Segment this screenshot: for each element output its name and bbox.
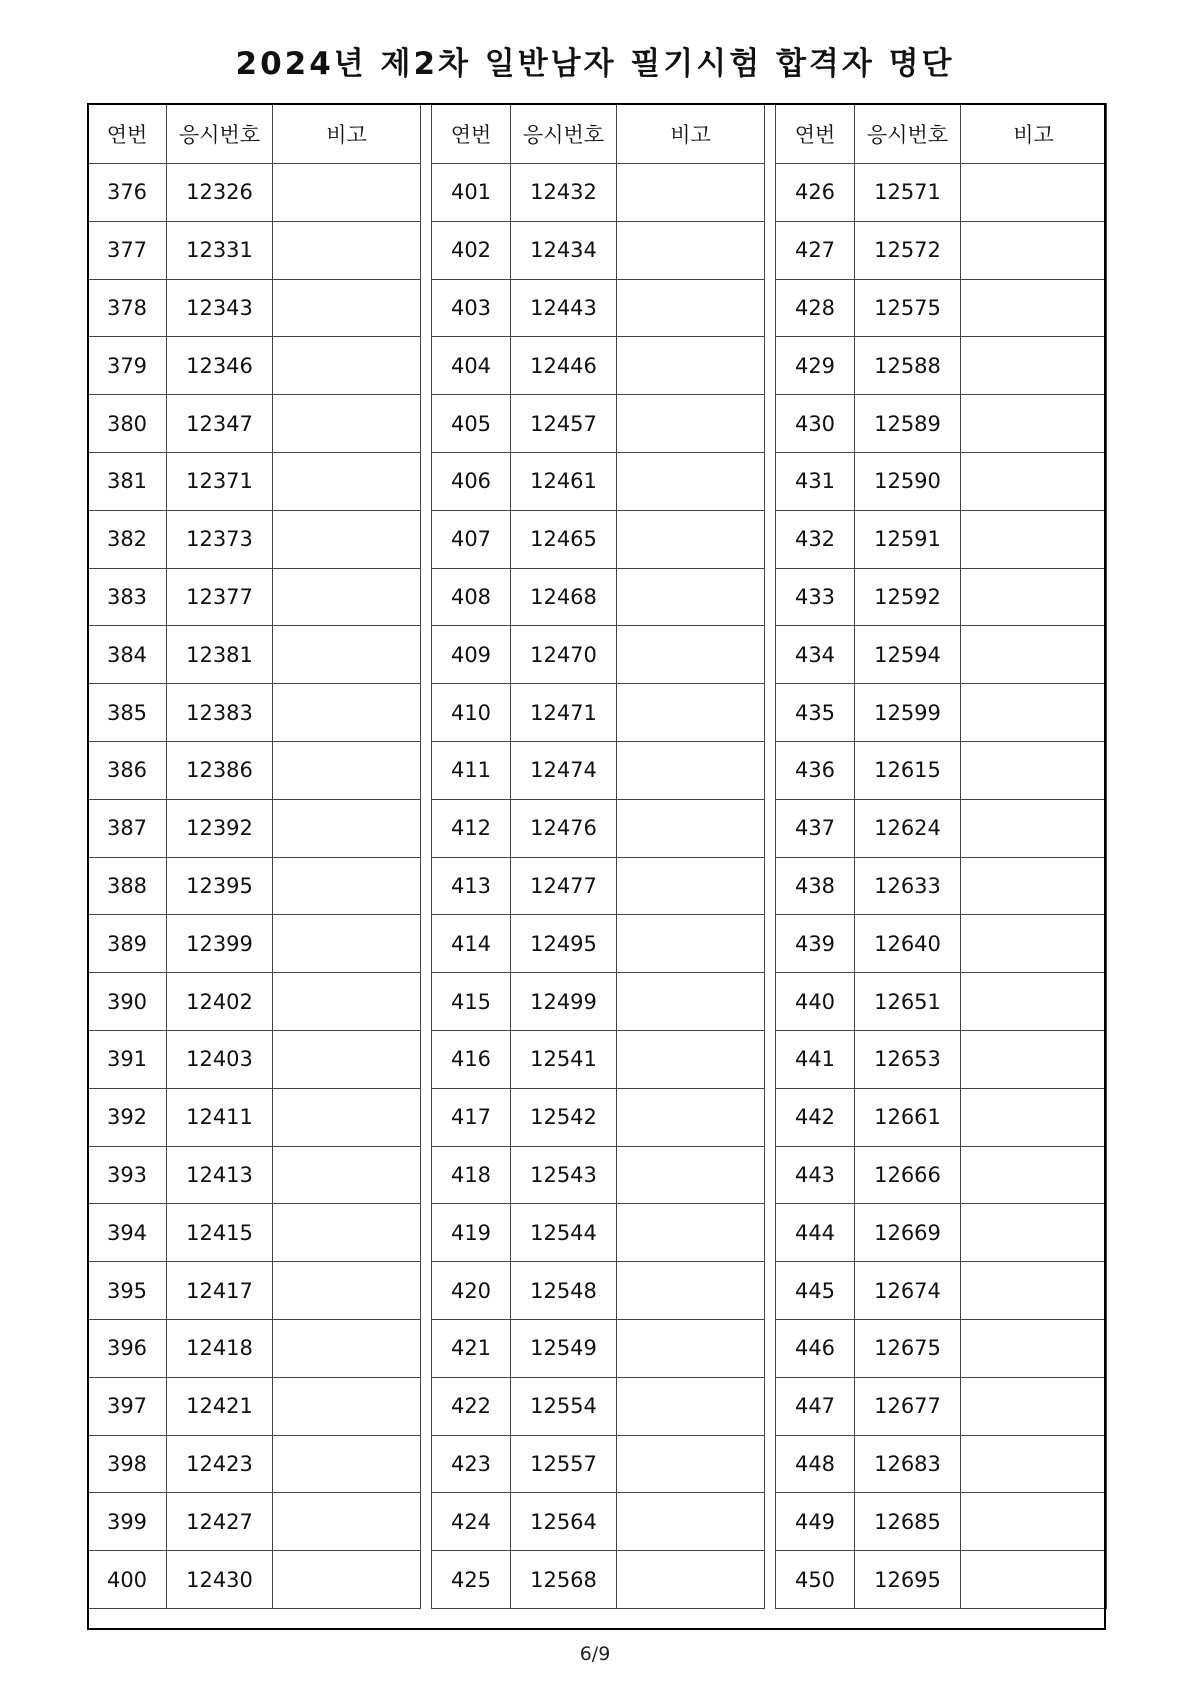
cell-exam-number: 12624 [855, 799, 961, 857]
cell-no: 443 [776, 1146, 855, 1204]
cell-exam-number: 12432 [511, 164, 617, 222]
cell-no: 446 [776, 1319, 855, 1377]
cell-exam-number: 12381 [167, 626, 273, 684]
cell-no: 419 [432, 1204, 511, 1262]
cell-exam-number: 12477 [511, 857, 617, 915]
cell-no: 387 [88, 799, 167, 857]
cell-exam-number: 12575 [855, 279, 961, 337]
cell-no: 423 [432, 1435, 511, 1493]
cell-exam-number: 12669 [855, 1204, 961, 1262]
cell-no: 417 [432, 1088, 511, 1146]
header-remark: 비고 [617, 104, 765, 164]
cell-exam-number: 12615 [855, 741, 961, 799]
cell-no: 442 [776, 1088, 855, 1146]
cell-no: 414 [432, 915, 511, 973]
header-no: 연번 [776, 104, 855, 164]
cell-exam-number: 12476 [511, 799, 617, 857]
cell-exam-number: 12383 [167, 684, 273, 742]
header-exam-number: 응시번호 [855, 104, 961, 164]
table-outer-border [87, 103, 1106, 1630]
cell-exam-number: 12331 [167, 221, 273, 279]
cell-no: 411 [432, 741, 511, 799]
cell-no: 407 [432, 510, 511, 568]
cell-exam-number: 12653 [855, 1030, 961, 1088]
cell-no: 390 [88, 973, 167, 1031]
cell-no: 402 [432, 221, 511, 279]
cell-exam-number: 12415 [167, 1204, 273, 1262]
cell-no: 449 [776, 1493, 855, 1551]
cell-exam-number: 12548 [511, 1262, 617, 1320]
cell-no: 431 [776, 452, 855, 510]
cell-no: 398 [88, 1435, 167, 1493]
cell-exam-number: 12674 [855, 1262, 961, 1320]
cell-exam-number: 12495 [511, 915, 617, 973]
cell-exam-number: 12443 [511, 279, 617, 337]
cell-exam-number: 12465 [511, 510, 617, 568]
cell-no: 444 [776, 1204, 855, 1262]
cell-exam-number: 12542 [511, 1088, 617, 1146]
cell-exam-number: 12461 [511, 452, 617, 510]
cell-exam-number: 12557 [511, 1435, 617, 1493]
cell-no: 433 [776, 568, 855, 626]
cell-exam-number: 12403 [167, 1030, 273, 1088]
cell-no: 406 [432, 452, 511, 510]
cell-no: 385 [88, 684, 167, 742]
cell-exam-number: 12589 [855, 395, 961, 453]
header-exam-number: 응시번호 [167, 104, 273, 164]
cell-exam-number: 12677 [855, 1377, 961, 1435]
cell-exam-number: 12457 [511, 395, 617, 453]
cell-no: 426 [776, 164, 855, 222]
cell-exam-number: 12423 [167, 1435, 273, 1493]
cell-exam-number: 12568 [511, 1551, 617, 1609]
cell-exam-number: 12640 [855, 915, 961, 973]
cell-no: 418 [432, 1146, 511, 1204]
cell-exam-number: 12588 [855, 337, 961, 395]
cell-exam-number: 12683 [855, 1435, 961, 1493]
cell-exam-number: 12592 [855, 568, 961, 626]
cell-no: 392 [88, 1088, 167, 1146]
cell-exam-number: 12564 [511, 1493, 617, 1551]
cell-no: 399 [88, 1493, 167, 1551]
cell-no: 394 [88, 1204, 167, 1262]
cell-no: 430 [776, 395, 855, 453]
cell-exam-number: 12666 [855, 1146, 961, 1204]
cell-no: 410 [432, 684, 511, 742]
cell-exam-number: 12373 [167, 510, 273, 568]
cell-no: 405 [432, 395, 511, 453]
cell-exam-number: 12499 [511, 973, 617, 1031]
cell-exam-number: 12434 [511, 221, 617, 279]
cell-no: 440 [776, 973, 855, 1031]
cell-no: 380 [88, 395, 167, 453]
cell-no: 403 [432, 279, 511, 337]
cell-exam-number: 12471 [511, 684, 617, 742]
cell-exam-number: 12633 [855, 857, 961, 915]
cell-exam-number: 12594 [855, 626, 961, 684]
cell-exam-number: 12695 [855, 1551, 961, 1609]
cell-no: 396 [88, 1319, 167, 1377]
cell-no: 439 [776, 915, 855, 973]
document-title: 2024년 제2차 일반남자 필기시험 합격자 명단 [235, 46, 955, 82]
cell-exam-number: 12543 [511, 1146, 617, 1204]
cell-no: 393 [88, 1146, 167, 1204]
cell-exam-number: 12590 [855, 452, 961, 510]
cell-no: 391 [88, 1030, 167, 1088]
header-exam-number: 응시번호 [511, 104, 617, 164]
cell-exam-number: 12371 [167, 452, 273, 510]
cell-no: 404 [432, 337, 511, 395]
cell-exam-number: 12427 [167, 1493, 273, 1551]
cell-exam-number: 12474 [511, 741, 617, 799]
cell-no: 386 [88, 741, 167, 799]
cell-exam-number: 12399 [167, 915, 273, 973]
cell-no: 379 [88, 337, 167, 395]
cell-no: 377 [88, 221, 167, 279]
cell-no: 432 [776, 510, 855, 568]
cell-no: 425 [432, 1551, 511, 1609]
cell-no: 420 [432, 1262, 511, 1320]
cell-exam-number: 12402 [167, 973, 273, 1031]
cell-exam-number: 12571 [855, 164, 961, 222]
cell-no: 384 [88, 626, 167, 684]
page-number: 6/9 [579, 1643, 611, 1665]
cell-exam-number: 12446 [511, 337, 617, 395]
cell-no: 408 [432, 568, 511, 626]
cell-exam-number: 12417 [167, 1262, 273, 1320]
cell-no: 382 [88, 510, 167, 568]
cell-no: 422 [432, 1377, 511, 1435]
cell-no: 395 [88, 1262, 167, 1320]
cell-no: 415 [432, 973, 511, 1031]
cell-exam-number: 12411 [167, 1088, 273, 1146]
cell-exam-number: 12651 [855, 973, 961, 1031]
cell-exam-number: 12549 [511, 1319, 617, 1377]
cell-exam-number: 12572 [855, 221, 961, 279]
cell-no: 397 [88, 1377, 167, 1435]
cell-exam-number: 12661 [855, 1088, 961, 1146]
cell-exam-number: 12418 [167, 1319, 273, 1377]
cell-exam-number: 12541 [511, 1030, 617, 1088]
cell-no: 401 [432, 164, 511, 222]
cell-no: 428 [776, 279, 855, 337]
cell-no: 376 [88, 164, 167, 222]
cell-exam-number: 12470 [511, 626, 617, 684]
cell-no: 424 [432, 1493, 511, 1551]
cell-no: 447 [776, 1377, 855, 1435]
cell-exam-number: 12346 [167, 337, 273, 395]
cell-no: 378 [88, 279, 167, 337]
cell-exam-number: 12377 [167, 568, 273, 626]
cell-no: 445 [776, 1262, 855, 1320]
header-remark: 비고 [961, 104, 1107, 164]
cell-exam-number: 12413 [167, 1146, 273, 1204]
cell-no: 438 [776, 857, 855, 915]
cell-exam-number: 12430 [167, 1551, 273, 1609]
cell-exam-number: 12685 [855, 1493, 961, 1551]
cell-no: 412 [432, 799, 511, 857]
cell-exam-number: 12343 [167, 279, 273, 337]
cell-exam-number: 12591 [855, 510, 961, 568]
cell-exam-number: 12675 [855, 1319, 961, 1377]
cell-no: 381 [88, 452, 167, 510]
cell-exam-number: 12347 [167, 395, 273, 453]
cell-no: 421 [432, 1319, 511, 1377]
header-no: 연번 [88, 104, 167, 164]
cell-no: 435 [776, 684, 855, 742]
cell-exam-number: 12554 [511, 1377, 617, 1435]
cell-exam-number: 12421 [167, 1377, 273, 1435]
cell-exam-number: 12599 [855, 684, 961, 742]
cell-exam-number: 12395 [167, 857, 273, 915]
cell-exam-number: 12392 [167, 799, 273, 857]
cell-no: 434 [776, 626, 855, 684]
header-no: 연번 [432, 104, 511, 164]
cell-no: 441 [776, 1030, 855, 1088]
cell-no: 388 [88, 857, 167, 915]
cell-no: 436 [776, 741, 855, 799]
cell-exam-number: 12326 [167, 164, 273, 222]
cell-no: 416 [432, 1030, 511, 1088]
header-remark: 비고 [273, 104, 421, 164]
cell-exam-number: 12468 [511, 568, 617, 626]
cell-no: 400 [88, 1551, 167, 1609]
cell-no: 389 [88, 915, 167, 973]
cell-no: 450 [776, 1551, 855, 1609]
cell-exam-number: 12544 [511, 1204, 617, 1262]
cell-exam-number: 12386 [167, 741, 273, 799]
cell-no: 413 [432, 857, 511, 915]
cell-no: 437 [776, 799, 855, 857]
cell-no: 429 [776, 337, 855, 395]
cell-no: 383 [88, 568, 167, 626]
cell-no: 409 [432, 626, 511, 684]
cell-no: 448 [776, 1435, 855, 1493]
cell-no: 427 [776, 221, 855, 279]
